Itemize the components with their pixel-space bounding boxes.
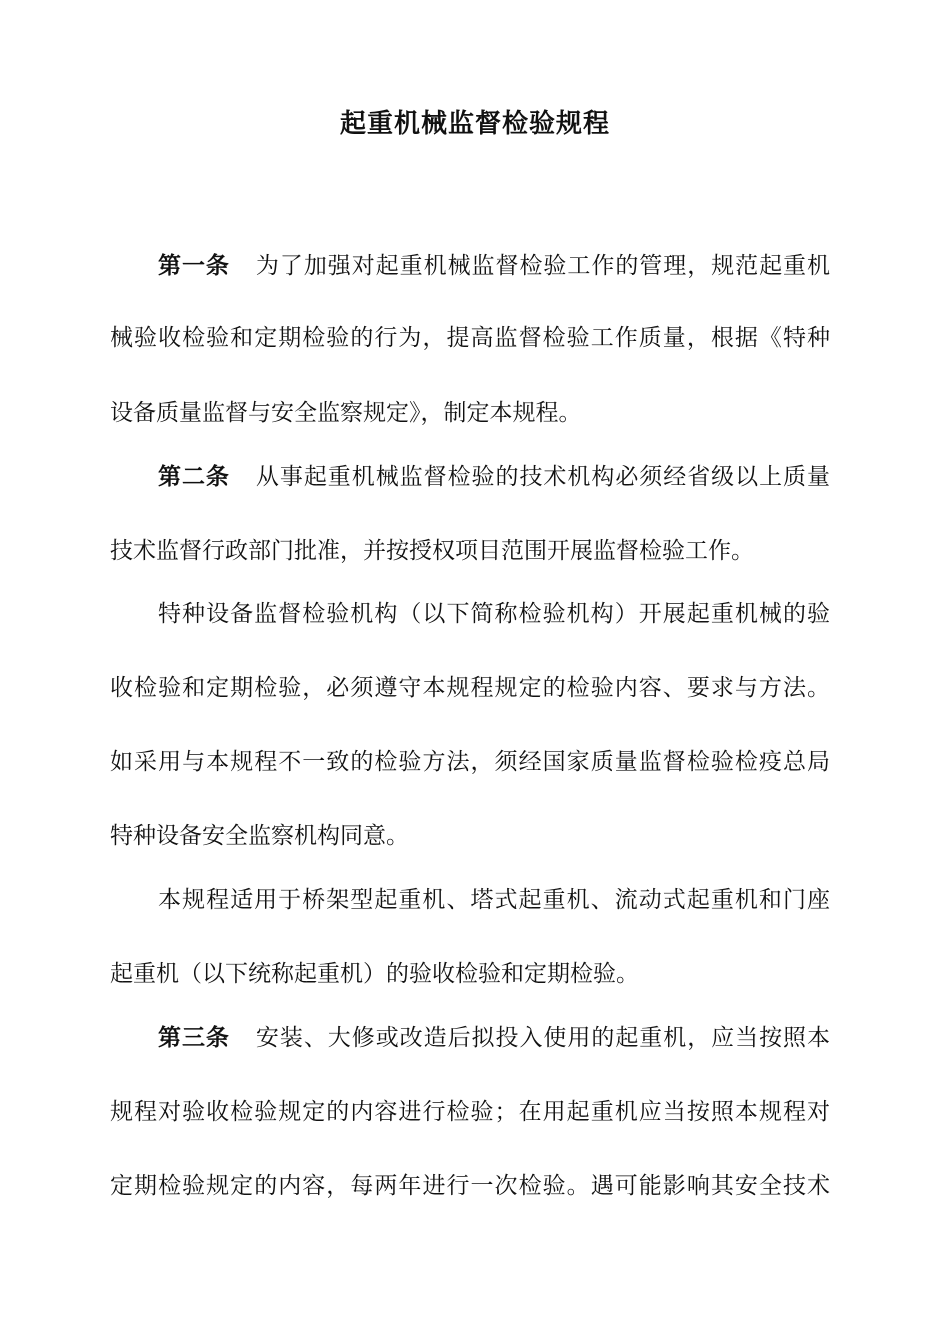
article-2-line-2: 技术监督行政部门批准，并按授权项目范围开展监督检验工作。 — [110, 538, 754, 564]
paragraph-3-line-2: 收检验和定期检验，必须遵守本规程规定的检验内容、要求与方法。 — [110, 675, 830, 701]
paragraph-3-line-4: 特种设备安全监察机构同意。 — [110, 823, 409, 849]
paragraph-4-line-1: 本规程适用于桥架型起重机、塔式起重机、流动式起重机和门座 — [158, 887, 830, 913]
article-1-line-2: 械验收检验和定期检验的行为，提高监督检验工作质量，根据《特种 — [110, 325, 830, 351]
article-3-line-1 — [110, 1022, 830, 1054]
article-1-line-3: 设备质量监督与安全监察规定》，制定本规程。 — [110, 400, 582, 426]
paragraph-3-line-1: 特种设备监督检验机构（以下简称检验机构）开展起重机械的验 — [158, 601, 830, 627]
paragraph-4-line-2: 起重机（以下统称起重机）的验收检验和定期检验。 — [110, 961, 639, 987]
article-2-text-1: 从事起重机械监督检验的技术机构必须经省级以上质量 — [255, 464, 831, 490]
document-title: 起重机械监督检验规程 — [339, 109, 610, 139]
article-3-text-1: 安装、大修或改造后拟投入使用的起重机，应当按照本 — [255, 1025, 831, 1051]
article-3-line-2: 规程对验收检验规定的内容进行检验；在用起重机应当按照本规程对 — [110, 1099, 830, 1125]
article-1-text-1: 为了加强对起重机械监督检验工作的管理，规范起重机 — [255, 253, 831, 279]
article-1-line-1 — [110, 250, 830, 282]
article-2-label: 第二条 — [158, 464, 230, 490]
article-2-line-1 — [110, 461, 830, 493]
article-1-label: 第一条 — [158, 253, 230, 279]
article-3-label: 第三条 — [158, 1025, 230, 1051]
article-3-line-3: 定期检验规定的内容，每两年进行一次检验。遇可能影响其安全技术 — [110, 1173, 830, 1199]
paragraph-3-line-3: 如采用与本规程不一致的检验方法，须经国家质量监督检验检疫总局 — [110, 749, 830, 775]
